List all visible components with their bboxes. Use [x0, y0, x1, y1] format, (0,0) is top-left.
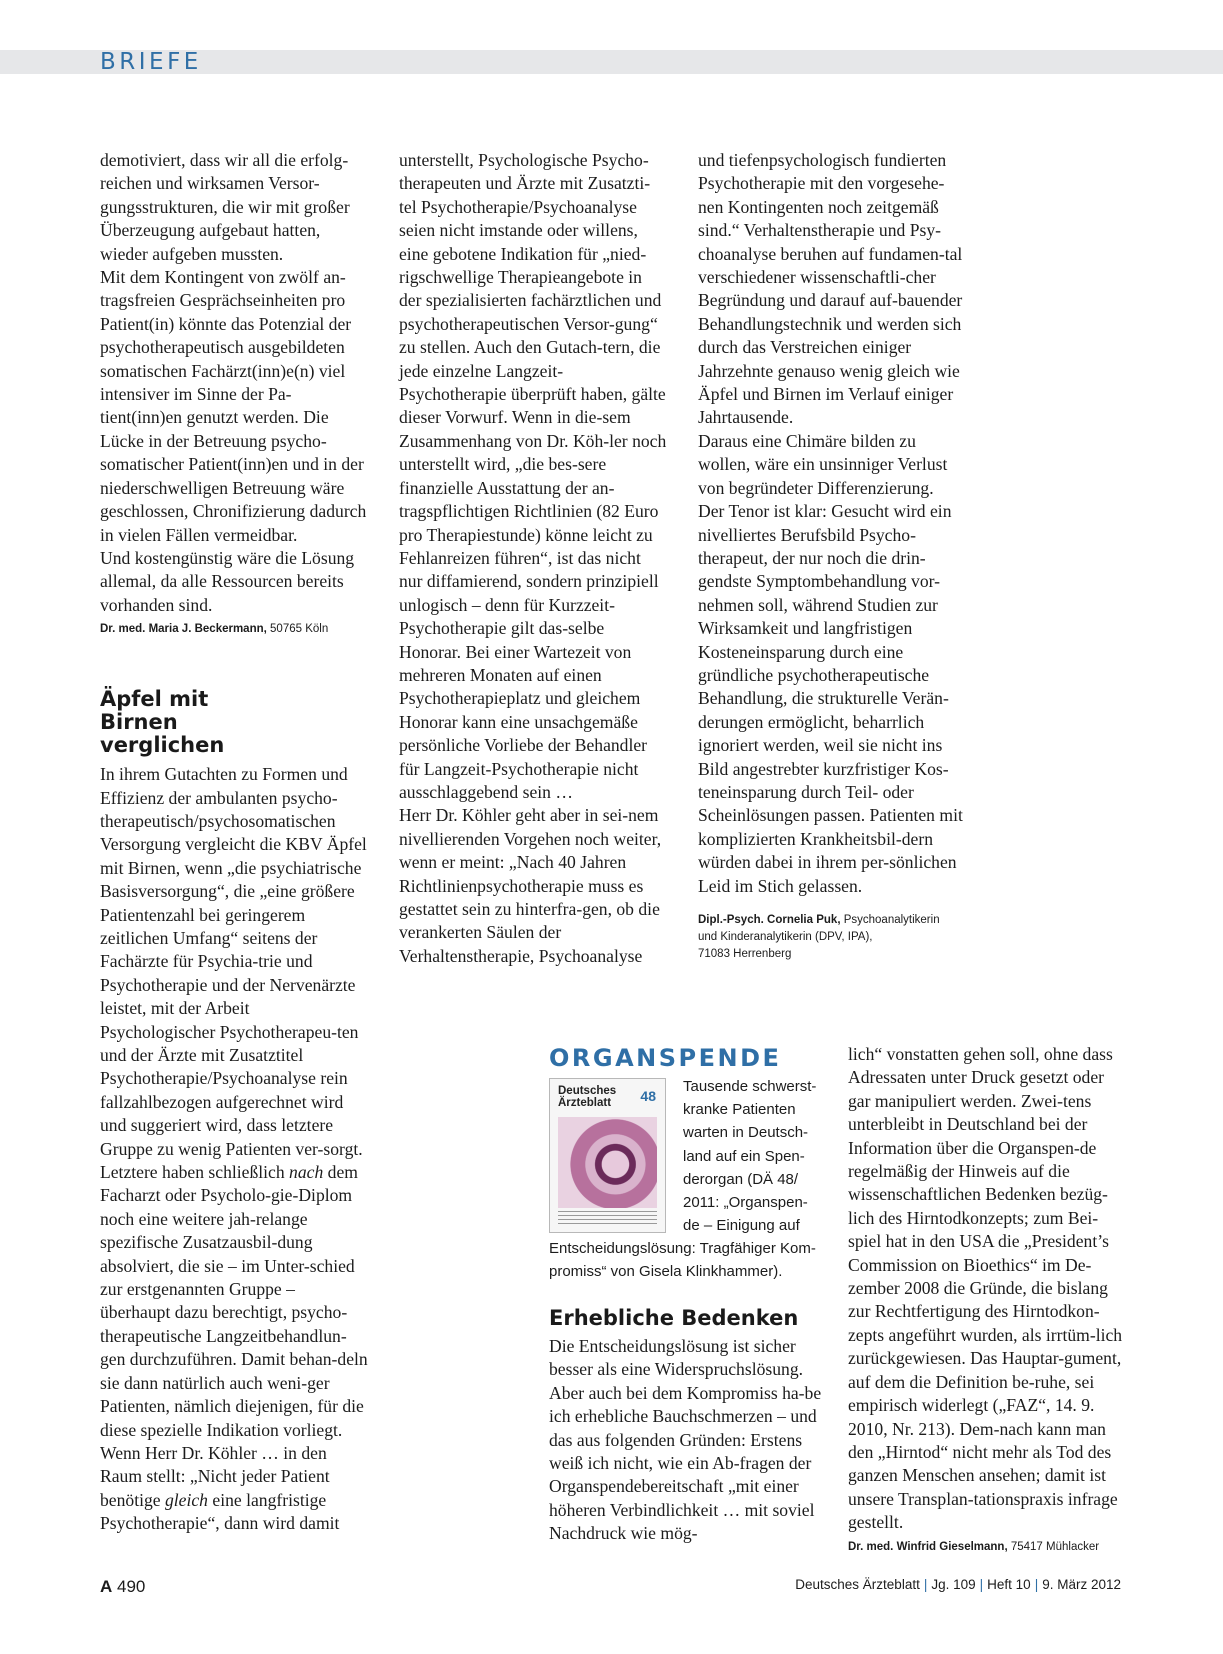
journal-name: Deutsches Ärzteblatt [795, 1577, 920, 1592]
letter3-paragraph-2: lich“ vonstatten gehen soll, ohne dass Adressaten unter Druck gesetzt oder gar manipuliert werden. Zwei-tens unterbleibt in Deutschland bei der Information über die Organspen-de regelmäßig der Hinweis auf die wissenschaftlichen Bedenken bezüg-lich des Hirntodkonzepts; zum Bei-spiel hat in den USA die „President’s Commission on Bioethics“ im De-zember 2008 die Gründe, die bislang zur Rechtfertigung des Hirntodkon-zepts angeführt wurden, als irrtüm-lich zurückgewiesen. Das Hauptar-gument, auf dem die Definition be-ruhe, sei empirisch widerlegt („FAZ“, 14. 9. 2010, Nr. 213). Dem-nach kann man den „Hirntod“ nicht mehr als Tod des ganzen Menschen ansehen; damit ist unsere Transplan-tationspraxis infrage gestellt. [848, 1044, 1123, 1533]
letter1-signature [100, 621, 368, 638]
letter2-paragraph-1-part-b: dem Facharzt oder Psycholo-gie-Diplom noch eine weitere jah-relange spezifische Zusatzausbil-dung absolviert, die sie – im Unter-schied zur erstgenannten Gruppe – überhaupt dazu berechtigt, psycho-therapeutische Langzeitbehandlun-gen durchzuführen. Damit behan-deln sie dann natürlich auch weni-ger Patienten, nämlich diejenigen, für die diese spezielle Indikation vorliegt. [100, 1162, 368, 1440]
letter2-paragraph-2-part-b: eine langfristige Psychotherapie“, dann wird damit [100, 1489, 340, 1534]
letter2-paragraph-4: Herr Dr. Köhler geht aber in sei-nem nivellierenden Vorgehen noch weiter, wenn er meint: „Nach 40 Jahren Richtlinienpsychotherapie muss es gestattet sein zu hinterfra-gen, ob die verankerten Säulen der Verhaltenstherapie, Psychoanalyse [399, 805, 662, 966]
cover-title: Deutsches Ärzteblatt [558, 1085, 617, 1109]
letter1-place: 50765 Köln [266, 623, 329, 636]
organspende-kicker: ORGANSPENDE [549, 1044, 782, 1072]
letter2-affiliation-1: Psychoanalytikerin [840, 914, 940, 926]
letter1-paragraph-3: Und kostengünstig wäre die Lösung allemal, da alle Ressourcen bereits vorhanden sind. [100, 547, 355, 615]
journal-cover-thumbnail [549, 1078, 666, 1233]
cover-caption-lines [558, 1211, 657, 1227]
letter3-heading: Erhebliche Bedenken [549, 1306, 799, 1330]
letter1-paragraph-1: demotiviert, dass wir all die erfolg-reichen und wirksamen Versor-gungsstrukturen, die wir mit großer Überzeugung aufgebaut hatten, wieder aufgeben mussten. [100, 150, 350, 264]
section-label: BRIEFE [100, 49, 202, 75]
letter2-paragraph-1-part-a: In ihrem Gutachten zu Formen und Effizienz der ambulanten psycho-therapeutisch/psychosomatischen Versorgung vergleicht die KBV Äpfel mit Birnen, wenn „die psychiatrische Basisversorgung“, die „eine größere Patientenzahl bei geringerem zeitlichen Umfang“ seitens der Fachärzte für Psychia-trie und Psychotherapie und der Nervenärzte leistet, mit der Arbeit Psychologischer Psychotherapeu-ten und der Ärzte mit Zusatztitel Psychotherapie/Psychoanalyse rein fallzahlbezogen aufgerechnet wird und suggeriert wird, dass letztere Gruppe zu wenig Patienten ver-sorgt. Letztere haben schließlich [100, 764, 367, 1183]
column-4 [549, 1307, 827, 1546]
letter1-author: Dr. med. Maria J. Beckermann, [100, 623, 267, 636]
letter2-paragraph-1-emphasis: nach [289, 1162, 324, 1183]
letter2-paragraph-1 [100, 763, 368, 1442]
letter2-paragraph-3: unterstellt, Psychologische Psycho-therapeuten und Ärzte mit Zusatzti-tel Psychotherapie/Psychoanalyse seien nicht imstande oder willens, eine gebotene Indikation für „nied-rigschwellige Therapieangebote in der spezialisierten fachärztlichen und psychotherapeutischen Versor-gung“ zu stellen. Auch den Gutach-tern, die jede einzelne Langzeit-Psychotherapie überprüft haben, gälte dieser Vorwurf. Wenn in die-sem Zusammenhang von Dr. Köh-ler noch unterstellt wird, „die bes-sere finanzielle Ausstattung der an-tragspflichtigen Richtlinien (82 Euro pro Therapiestunde) könne leicht zu Fehlanreizen führen“, ist das nicht nur diffamierend, sondern prinzipiell unlogisch – denn für Kurzzeit-Psychotherapie gilt das-selbe Honorar. Bei einer Wartezeit von mehreren Monaten auf einen Psychotherapieplatz und gleichem Honorar kann eine unsachgemäße persönliche Vorliebe der Behandler für Langzeit-Psychotherapie nicht ausschlaggebend sein … [399, 150, 667, 802]
journal-volume: Jg. 109 [931, 1577, 976, 1592]
cover-histology-image [558, 1117, 657, 1208]
letter3-paragraph-1: Die Entscheidungslösung ist sicher besser als eine Widerspruchslösung. Aber auch bei dem Kompromiss ha-be ich erhebliche Bauchschmerzen – und das aus folgenden Gründen: Erstens weiß ich nicht, wie ein Ab-fragen der Organspendebereitschaft „mit einer höheren Verbindlichkeit … mit soviel Nachdruck wie mög- [549, 1336, 822, 1544]
letter2-paragraph-2-part-a: Wenn Herr Dr. Köhler … in den Raum stellt: „Nicht jeder Patient benötige [100, 1442, 330, 1510]
separator: | [1034, 1577, 1039, 1592]
letter2-paragraph-2-emphasis: gleich [164, 1489, 208, 1510]
letter2-author: Dipl.-Psych. Cornelia Puk, [698, 914, 841, 926]
letter3-signature [848, 1539, 1126, 1556]
letter2-affiliation-2: und Kinderanalytikerin (DPV, IPA), [698, 931, 873, 943]
letter2-paragraph-5: und tiefenpsychologisch fundierten Psychotherapie mit den vorgesehe-nen Kontingenten noch zeitgemäß sind.“ Verhaltenstherapie und Psy-choanalyse beruhen auf fundamen-tal verschiedener wissenschaftli-cher Begründung und darauf auf-bauender Behandlungstechnik und werden sich durch das Verstreichen einiger Jahrzehnte genauso wenig gleich wie Äpfel und Birnen im Verlauf einiger Jahrtausende. [698, 150, 963, 428]
column-5 [848, 1043, 1126, 1556]
cover-issue-number: 48 [640, 1088, 656, 1104]
journal-issue: Heft 10 [987, 1577, 1031, 1592]
column-3 [698, 149, 966, 963]
letter3-place: 75417 Mühlacker [1007, 1540, 1100, 1553]
letter2-place: 71083 Herrenberg [698, 948, 792, 960]
letter2-paragraph-2 [100, 1442, 368, 1536]
column-1 [100, 149, 368, 1536]
organspende-teaser-short: Tausende schwerst-kranke Patienten warten in Deutsch-land auf ein Spen-derorgan (DÄ 48/ 2011: „Organspen-de – Einigung auf [683, 1078, 817, 1235]
separator: | [923, 1577, 928, 1592]
separator: | [979, 1577, 984, 1592]
journal-date: 9. März 2012 [1042, 1577, 1121, 1592]
letter1-paragraph-2: Mit dem Kontingent von zwölf an-tragsfreien Gesprächseinheiten pro Patient(in) könnte das Potenzial der psychotherapeutisch ausgebildeten somatischen Fachärzt(inn)e(n) viel intensiver im Sinne der Pa-tient(inn)en genutzt werden. Die Lücke in der Betreuung psycho-somatischer Patient(inn)en und in der niederschwelligen Betreuung wäre geschlossen, Chronifizierung dadurch in vielen Fällen vermeidbar. [100, 267, 367, 545]
letter2-paragraph-7: Der Tenor ist klar: Gesucht wird ein nivelliertes Berufsbild Psycho-therapeut, der nur noch die drin-gendste Symptombehandlung vor-nehmen soll, während Studien zur Wirksamkeit und langfristigen Kosteneinsparung durch eine gründliche psychotherapeutische Behandlung, die strukturelle Verän-derungen ermöglicht, beharrlich ignoriert werden, weil sie nicht ins Bild angestrebter kurzfristiger Kos-teneinsparung durch Teil- oder Scheinlösungen passen. Patienten mit komplizierten Krankheitsbil-dern würden dabei in ihrem per-sönlichen Leid im Stich gelassen. [698, 501, 963, 896]
page-prefix: A [100, 1577, 113, 1596]
page-number [100, 1577, 145, 1597]
organspende-teaser-wide: Entscheidungslösung: Tragfähiger Kom-promiss“ von Gisela Klinkhammer). [549, 1240, 816, 1281]
journal-footer [795, 1577, 1121, 1592]
page-number-value: 490 [112, 1577, 146, 1596]
letter2-paragraph-6: Daraus eine Chimäre bilden zu wollen, wäre ein unsinniger Verlust von begründeter Differenzierung. [698, 430, 948, 498]
letter2-signature [698, 912, 966, 963]
letter3-author: Dr. med. Winfrid Gieselmann, [848, 1540, 1008, 1553]
letter2-heading: Äpfel mit Birnen verglichen [100, 687, 225, 758]
column-2 [399, 149, 667, 968]
